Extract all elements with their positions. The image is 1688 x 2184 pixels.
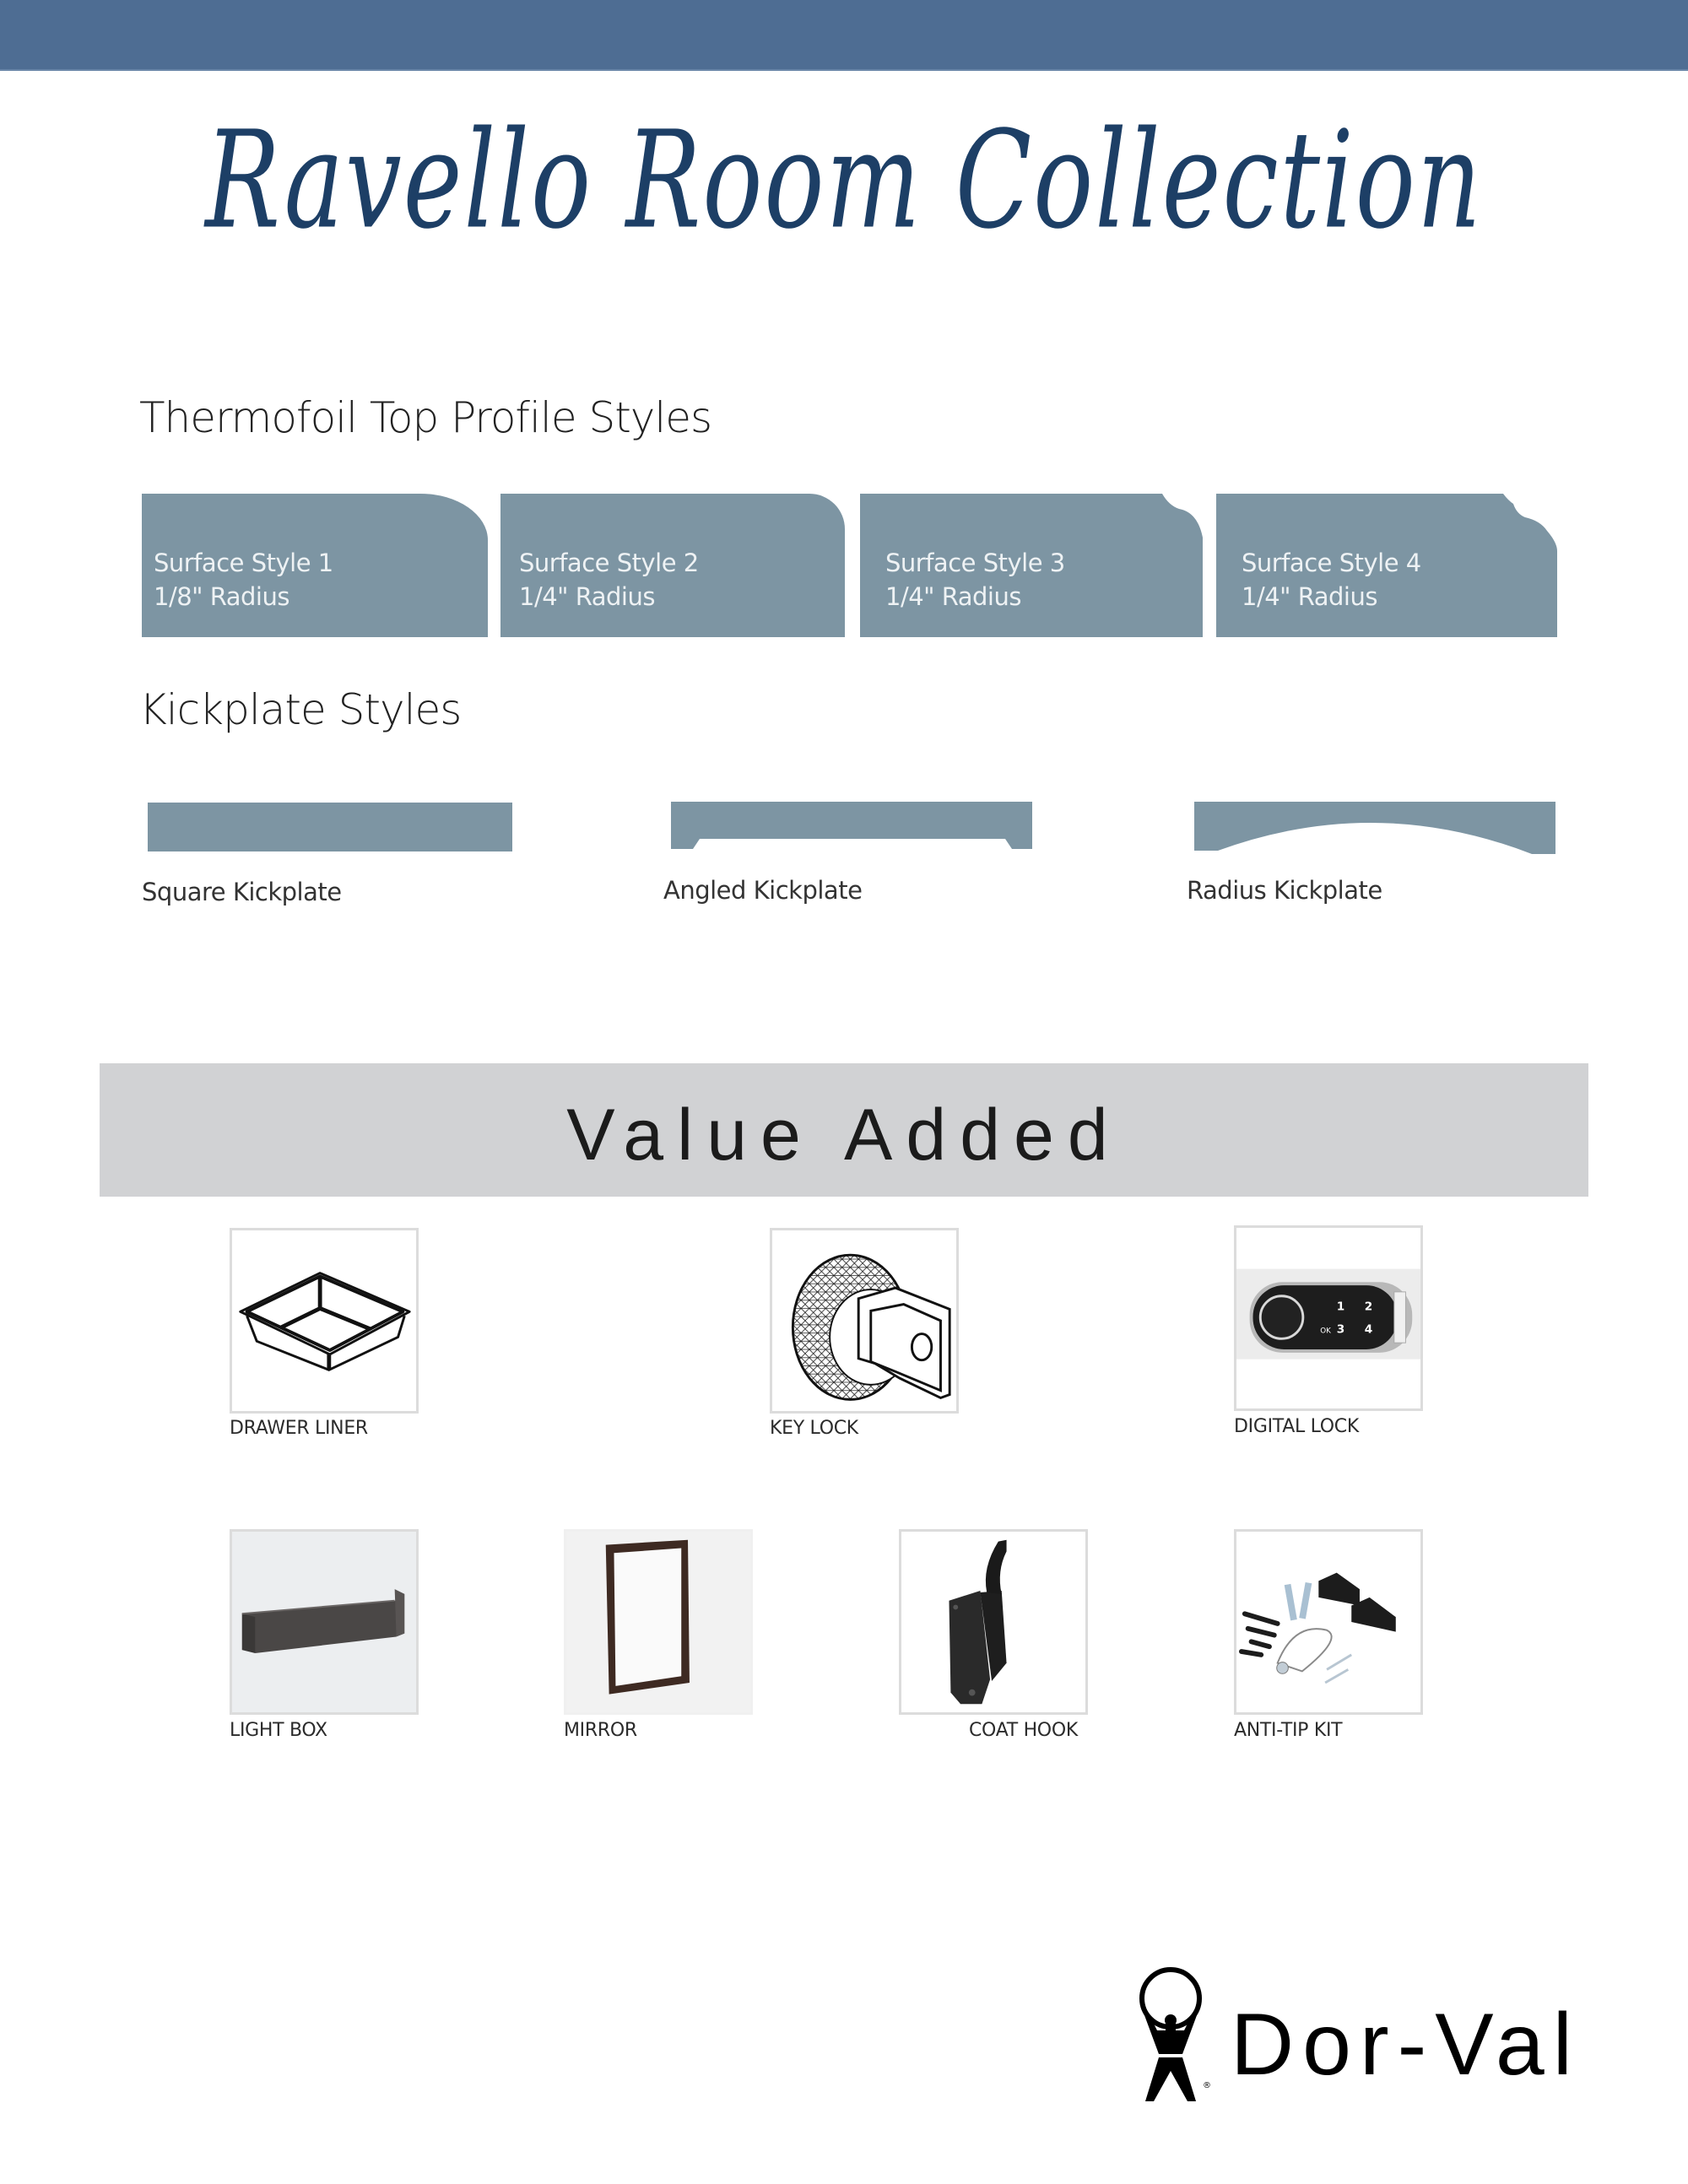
svg-text:OK: OK [1320,1327,1331,1336]
surface-style-radius: 1/4" Radius [885,582,1021,611]
anti-tip-kit-tile [1234,1529,1423,1715]
svg-text:3: 3 [1336,1322,1345,1337]
coat-hook-icon [901,1532,1085,1712]
drawer-liner-tile [230,1228,419,1414]
kickplate-label-radius: Radius Kickplate [1187,876,1382,905]
surface-style-radius: 1/4" Radius [519,582,655,611]
light-box-icon [232,1532,416,1712]
thermofoil-heading: Thermofoil Top Profile Styles [139,393,712,442]
light-box-label: LIGHT BOX [230,1720,327,1741]
surface-style-card-4 [1216,494,1561,637]
surface-style-card-2 [500,494,845,637]
mirror-tile [564,1529,753,1715]
mirror-icon [566,1532,750,1712]
value-added-band [100,1063,1588,1197]
kickplate-label-square: Square Kickplate [142,878,342,906]
svg-text:1: 1 [1336,1300,1345,1314]
surface-style-radius: 1/8" Radius [154,582,289,611]
anti-tip-kit-label: ANTI-TIP KIT [1234,1720,1343,1741]
square-kickplate-shape [148,803,512,851]
surface-style-name: Surface Style 4 [1242,549,1421,577]
key-lock-label: KEY LOCK [770,1418,858,1439]
digital-lock-label: DIGITAL LOCK [1234,1416,1359,1437]
surface-style-card-1 [142,494,488,637]
value-added-heading: Value Added [566,1095,1122,1176]
header-band [0,0,1688,71]
svg-text:4: 4 [1364,1322,1373,1337]
drawer-liner-label: DRAWER LINER [230,1418,368,1439]
kickplate-heading: Kickplate Styles [139,685,462,734]
key-lock-icon [772,1230,956,1411]
collection-title: Ravello Room Collection [205,101,1483,259]
digital-lock-icon [1236,1228,1420,1408]
svg-text:2: 2 [1364,1300,1373,1314]
registered-mark: ® [1203,2081,1211,2090]
surface-style-name: Surface Style 3 [885,549,1065,577]
key-lock-tile [770,1228,959,1414]
coat-hook-label: COAT HOOK [969,1720,1078,1741]
surface-style-name: Surface Style 2 [519,549,699,577]
mirror-label: MIRROR [564,1720,637,1741]
brand-wordmark: Dor-Val [1231,1996,1581,2094]
angled-kickplate-shape [671,802,1032,851]
anti-tip-kit-icon [1236,1532,1420,1712]
surface-style-name: Surface Style 1 [154,549,333,577]
surface-style-radius: 1/4" Radius [1242,582,1377,611]
drawer-liner-icon [232,1230,416,1411]
radius-kickplate-shape [1194,802,1555,854]
kickplate-label-angled: Angled Kickplate [663,876,863,905]
dorval-logo-figure-icon [1135,1966,1211,2101]
coat-hook-tile [899,1529,1088,1715]
surface-style-card-3 [860,494,1204,637]
digital-lock-tile [1234,1225,1423,1411]
light-box-tile [230,1529,419,1715]
